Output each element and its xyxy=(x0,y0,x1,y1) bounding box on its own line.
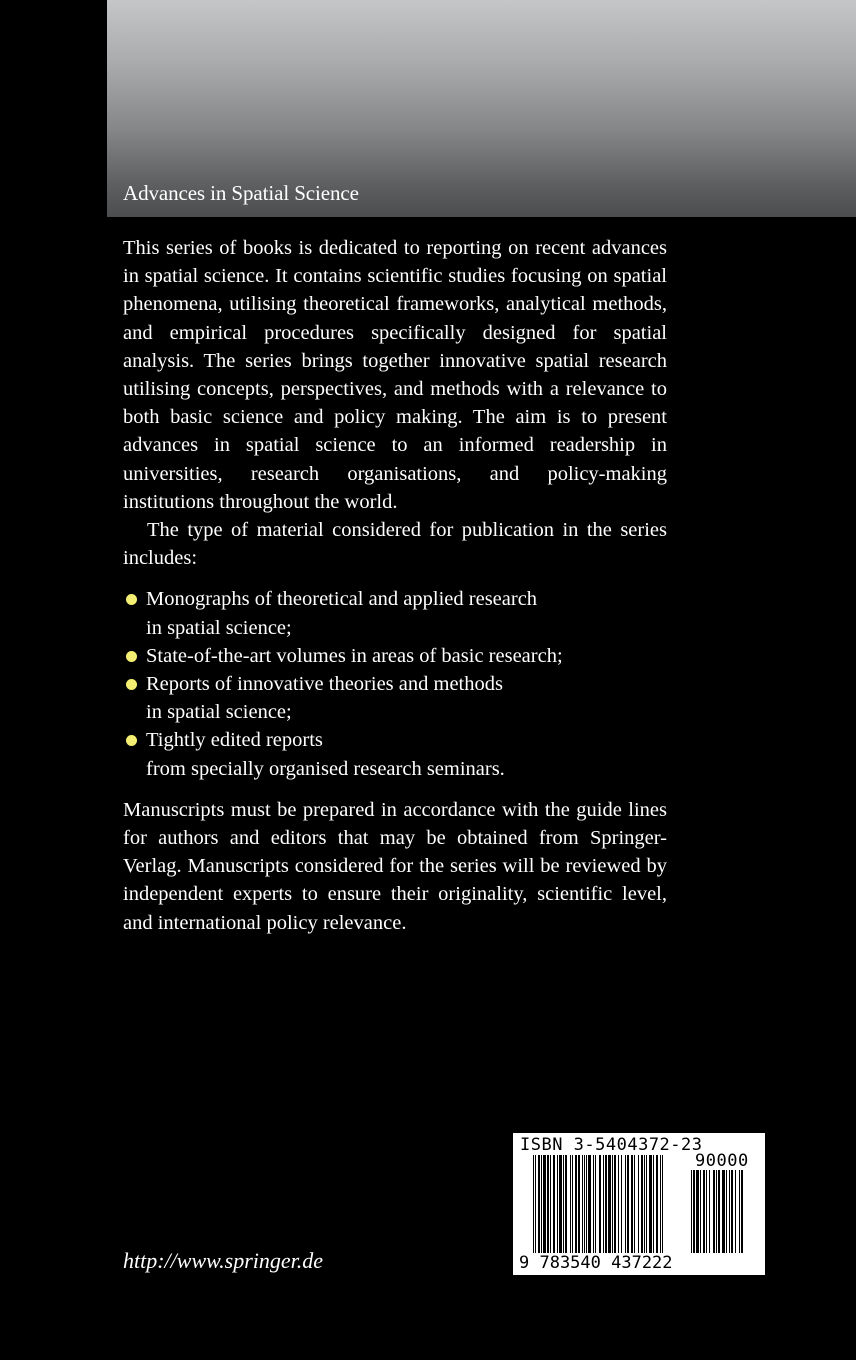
barcode-bar xyxy=(729,1170,730,1253)
barcode-bar xyxy=(586,1155,587,1253)
barcode-bar xyxy=(559,1155,562,1253)
barcode-bar xyxy=(612,1155,613,1253)
list-item-line1: State-of-the-art volumes in areas of basic research; xyxy=(146,644,563,667)
barcode-bar xyxy=(716,1170,717,1253)
barcode-bar xyxy=(706,1170,707,1253)
series-title: Advances in Spatial Science xyxy=(123,181,359,205)
barcode-bar xyxy=(582,1155,583,1253)
barcode-bar xyxy=(693,1170,695,1253)
barcode-bar xyxy=(541,1155,542,1253)
back-cover-text xyxy=(123,234,667,937)
material-list xyxy=(123,585,667,782)
bullet-icon xyxy=(126,651,137,662)
barcode-bar xyxy=(735,1170,736,1253)
list-item-line1: Reports of innovative theories and methods xyxy=(146,673,503,696)
barcode-bar xyxy=(599,1155,601,1253)
list-item-line2: in spatial science; xyxy=(146,701,292,724)
list-item-line1: Monographs of theoretical and applied research xyxy=(146,588,538,611)
list-item-line1: Tightly edited reports xyxy=(146,729,323,752)
barcode-bar xyxy=(627,1155,629,1253)
barcode-bar xyxy=(618,1155,619,1253)
barcode-bar xyxy=(575,1155,577,1253)
barcode-bar xyxy=(653,1155,654,1253)
barcode-bar xyxy=(563,1155,564,1253)
barcode-bar xyxy=(722,1170,725,1253)
isbn-barcode xyxy=(513,1133,765,1275)
closing-paragraph: Manuscripts must be prepared in accordance with the guide lines for authors and editors that may be obtained from Springer-Verlag. Manuscripts considered for the series will be reviewed by independent experts to ensure their originality, scientific level, and international policy relevance. xyxy=(123,798,667,934)
barcode-bar xyxy=(691,1170,692,1253)
barcode-bar xyxy=(700,1170,701,1253)
isbn-label: ISBN 3-5404372-23 xyxy=(520,1135,703,1155)
barcode-bar xyxy=(584,1155,585,1253)
barcode-bar xyxy=(533,1155,534,1269)
ean-digits: 9 783540 437222 xyxy=(519,1253,673,1273)
barcode-bar xyxy=(726,1170,727,1253)
barcode-bar xyxy=(547,1155,549,1253)
list-item xyxy=(123,726,667,782)
barcode-bar xyxy=(605,1155,607,1253)
barcode-bar xyxy=(621,1155,622,1253)
ean-barcode-bars xyxy=(533,1155,683,1269)
barcode-bar xyxy=(649,1155,652,1253)
list-item xyxy=(123,670,667,726)
bullet-icon xyxy=(126,594,137,605)
addon-digits: 90000 xyxy=(695,1151,749,1171)
barcode-bar xyxy=(550,1155,551,1253)
barcode-bar xyxy=(709,1170,710,1253)
barcode-bar xyxy=(634,1155,635,1253)
material-intro-paragraph: The type of material considered for publication in the series includes: xyxy=(123,519,667,570)
barcode-bar xyxy=(713,1170,715,1253)
list-item xyxy=(123,585,667,641)
addon-barcode-bars xyxy=(691,1170,761,1269)
barcode-bar xyxy=(535,1155,536,1269)
barcode-bar xyxy=(718,1170,720,1253)
barcode-bar xyxy=(538,1155,540,1253)
barcode-bar xyxy=(646,1155,647,1253)
barcode-bar xyxy=(553,1155,555,1253)
barcode-bar xyxy=(608,1155,611,1253)
barcode-bar xyxy=(625,1155,626,1253)
list-item xyxy=(123,642,667,670)
barcode-bar xyxy=(565,1155,567,1253)
barcode-bar xyxy=(644,1155,645,1253)
barcode-bar xyxy=(641,1155,643,1253)
barcode-bar xyxy=(660,1155,661,1269)
barcode-bar xyxy=(703,1170,705,1253)
list-item-line2: in spatial science; xyxy=(146,616,292,639)
barcode-bar xyxy=(631,1155,633,1253)
barcode-bar xyxy=(570,1155,571,1253)
intro-paragraph: This series of books is dedicated to reporting on recent advances in spatial science. It contains scientific studies focusing on spatial phenomena, utilising theoretical frameworks, analytical methods, and empirical procedures specifically designed for spatial analysis. The series brings together innovative spatial research utilising concepts, perspectives, and methods with a relevance to both basic science and policy making. The aim is to present advances in spatial science to an informed readership in universities, research organisations, and policy-making institutions throughout the world. xyxy=(123,237,667,513)
barcode-bar xyxy=(741,1170,743,1253)
barcode-bar xyxy=(638,1155,639,1253)
barcode-bar xyxy=(595,1155,596,1253)
barcode-bar xyxy=(543,1155,546,1253)
barcode-bar xyxy=(557,1155,558,1253)
barcode-bar xyxy=(572,1155,573,1253)
barcode-bar xyxy=(578,1155,580,1253)
bullet-icon xyxy=(126,679,137,690)
barcode-bar xyxy=(739,1170,740,1253)
barcode-bar xyxy=(696,1170,699,1253)
barcode-bar xyxy=(593,1155,594,1253)
barcode-bar xyxy=(662,1155,663,1269)
list-item-line2: from specially organised research seminars. xyxy=(146,757,505,780)
barcode-bar xyxy=(603,1155,604,1253)
barcode-bar xyxy=(656,1155,658,1253)
barcode-bar xyxy=(588,1155,591,1253)
barcode-bar xyxy=(614,1155,616,1253)
publisher-url[interactable]: http://www.springer.de xyxy=(123,1248,324,1273)
bullet-icon xyxy=(126,735,137,746)
barcode-bar xyxy=(731,1170,733,1253)
